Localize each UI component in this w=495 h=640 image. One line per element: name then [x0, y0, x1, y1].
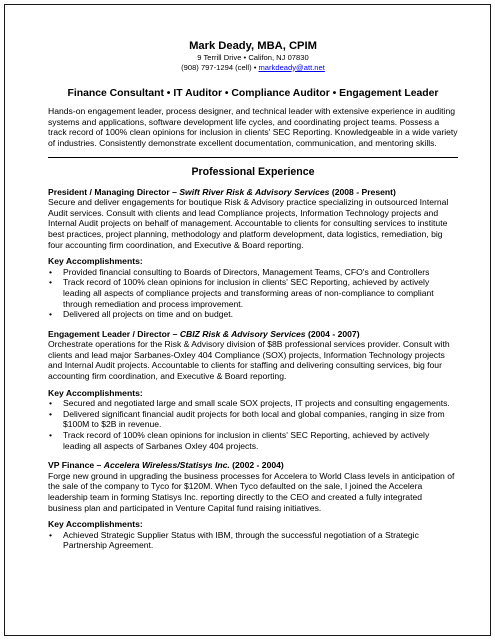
- job-title: [48, 329, 458, 340]
- contact-line: [48, 63, 458, 73]
- job-dates: (2004 - 2007): [305, 328, 360, 339]
- accomplishment-item: • Delivered all projects on time and on budget.: [48, 309, 458, 320]
- accomplishment-item: • Delivered significant financial audit projects for both local and global companies, ranging in size from $100M to $2B in revenue.: [48, 409, 458, 430]
- accomplishments-list: [48, 398, 458, 451]
- accomplishments-title: Key Accomplishments:: [48, 519, 143, 530]
- accomplishments-list: [48, 530, 458, 551]
- job-description: Orchestrate operations for the Risk & Advisory division of $8B professional services provider. Consult with clients and lead major Sarbanes-Oxley 404 Compliance (SOX) projects, Information Technology projects and Internal Audit projects. Accountable to clients for staffing and delivering consulting services, big four accounting firm coordination, and Executive & Board reporting.: [48, 339, 450, 382]
- accomplishment-item: • Provided financial consulting to Boards of Directors, Management Teams, CFO's and Controllers: [48, 267, 458, 278]
- section-divider: [48, 157, 458, 158]
- job-entry: [48, 460, 458, 551]
- job-title: [48, 460, 458, 471]
- accomplishment-item: • Secured and negotiated large and small scale SOX projects, IT projects and consulting engagements.: [48, 398, 458, 409]
- job-entry: [48, 329, 458, 452]
- accomplishments-title: Key Accomplishments:: [48, 387, 143, 398]
- email-link[interactable]: markdeady@att.net: [258, 62, 325, 72]
- job-company: Swift River Risk & Advisory Services: [179, 186, 330, 197]
- job-title: [48, 187, 458, 198]
- job-company: Accelera Wireless/Statisys Inc.: [103, 460, 230, 471]
- job-dates: (2002 - 2004): [229, 460, 284, 471]
- professional-headline: Finance Consultant • IT Auditor • Compliance Auditor • Engagement Leader: [67, 88, 439, 100]
- accomplishment-item: • Track record of 100% clean opinions for inclusion in clients' SEC Reporting, achieved by actively leading all aspects of compliance projects and transforming areas of non-compliance to compliant through remediation and process improvement.: [48, 277, 458, 309]
- accomplishments-list: [48, 267, 458, 320]
- job-description: Forge new ground in upgrading the business processes for Accelera to World Class levels in anticipation of the sale of the company to Tyco for $120M. When Tyco defaulted on the sale, I joined the Accelera leadership team in forming Statisys Inc. reporting directly to the CEO and created a fully integrated business plan and participated in Venture Capital fund raising initiatives.: [48, 470, 455, 513]
- contact-address: 9 Terrill Drive • Califon, NJ 07830: [197, 53, 309, 62]
- job-role: VP Finance –: [48, 460, 104, 471]
- candidate-name: Mark Deady, MBA, CPIM: [189, 40, 317, 52]
- job-entry: [48, 187, 458, 320]
- job-role: Engagement Leader / Director –: [48, 328, 180, 339]
- section-title-experience: Professional Experience: [191, 165, 315, 178]
- job-role: President / Managing Director –: [48, 186, 180, 197]
- accomplishments-title: Key Accomplishments:: [48, 256, 143, 267]
- job-description: Secure and deliver engagements for boutique Risk & Advisory practice specializing in outsourced Internal Audit services. Consult with clients and lead Compliance projects, Information Technology projects and Internal Audit projects on behalf of management. Accountable to clients for consulting services to institute best practices, project planning, methodology and platform development, data logistics, remediation, big four accounting firm coordination, and Executive & Board reporting.: [48, 197, 449, 250]
- job-dates: (2008 - Present): [329, 186, 396, 197]
- accomplishment-item: • Track record of 100% clean opinions for inclusion in clients' SEC Reporting, achieved by actively leading all aspects of Sarbanes Oxley 404 projects.: [48, 430, 458, 451]
- summary-paragraph: Hands-on engagement leader, process designer, and technical leader with extensive experience in auditing systems and applications, software development life cycles, and coordinating project teams. Possess a track record of 100% clean opinions for inclusion in clients' SEC Reporting. Knowledgeable in a wide variety of industries. Consistently demonstrate excellent documentation, communication, and mentoring skills.: [48, 106, 458, 148]
- contact-phone: (908) 797-1294 (cell) •: [181, 62, 259, 72]
- resume-content: [48, 40, 458, 551]
- job-company: CBIZ Risk & Advisory Services: [179, 328, 306, 339]
- accomplishment-item: • Achieved Strategic Supplier Status with IBM, through the successful negotiation of a Strategic Partnership Agreement.: [48, 530, 458, 551]
